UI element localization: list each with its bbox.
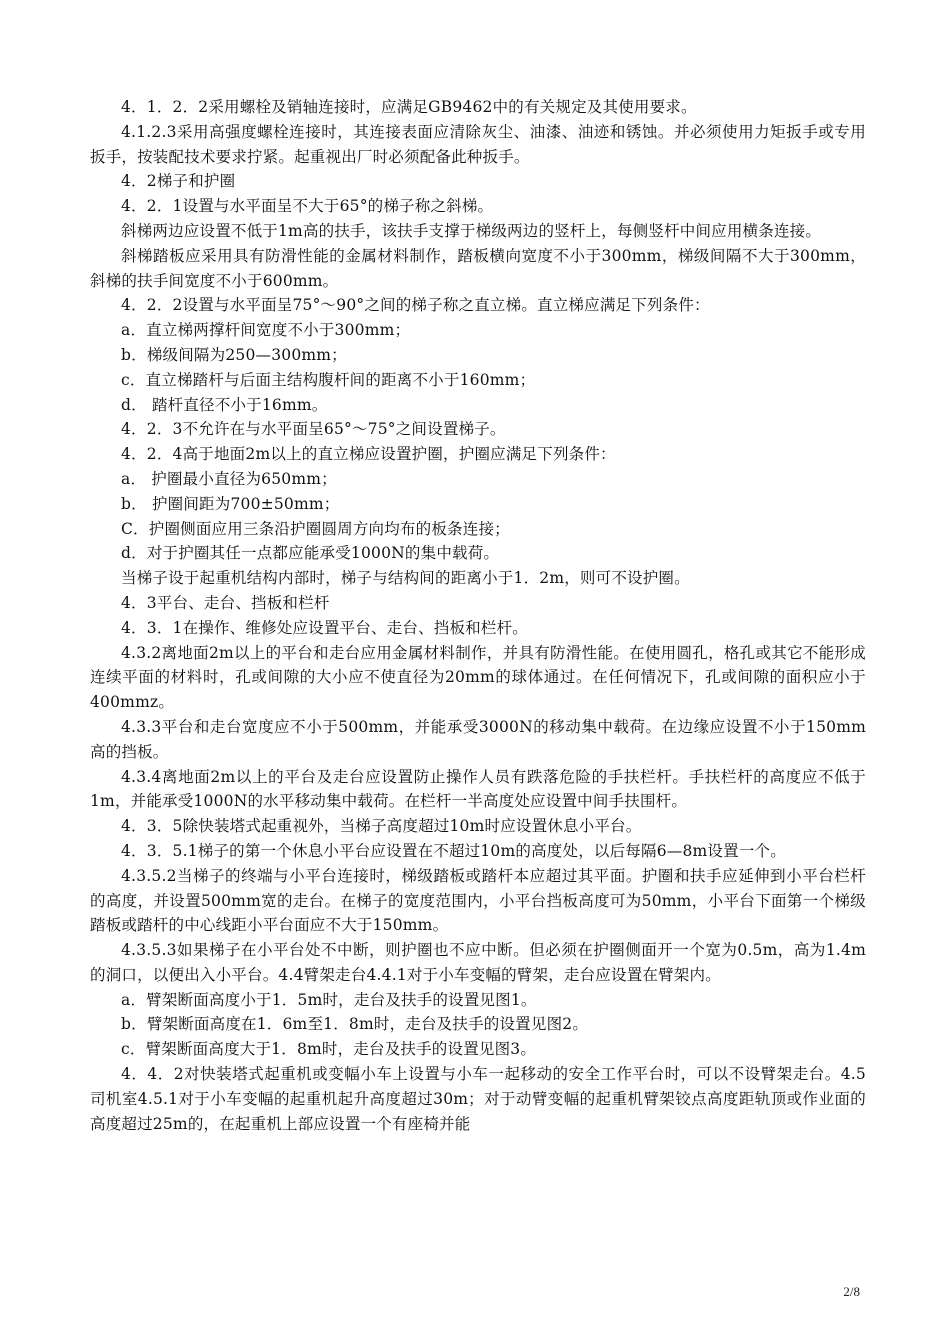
list-item-c: C．护圈侧面应用三条沿护圈圆周方向均布的板条连接； [121, 519, 510, 538]
list-item-c: c．臂架断面高度大于1．8m时，走台及扶手的设置见图3。 [121, 1040, 537, 1059]
paragraph-4-1-2-2: 4．1．2．2采用螺栓及销轴连接时，应满足GB9462中的有关规定及其使用要求。 [121, 98, 697, 116]
paragraph-4-3-3: 4.3.3平台和走台宽度应不小于500mm，并能承受3000N的移动集中载荷。在边缘应设置不小于150mm高的挡板。 [90, 717, 866, 761]
page-number: 2/8 [843, 1284, 860, 1299]
section-heading-4-3: 4．3平台、走台、挡板和栏杆 [121, 593, 330, 612]
list-item-a: a．直立梯两撑杆间宽度不小于300mm； [121, 321, 411, 340]
paragraph-4-2-1: 4．2．1设置与水平面呈不大于65°的梯子称之斜梯。 [121, 197, 494, 216]
document-body [90, 95, 866, 1136]
list-item-b: b． 护圈间距为700±50mm； [121, 494, 340, 513]
list-item-a: a．臂架断面高度小于1．5m时，走台及扶手的设置见图1。 [121, 990, 537, 1009]
paragraph-4-2-3: 4．2．3不允许在与水平面呈65°～75°之间设置梯子。 [121, 420, 506, 439]
list-item-b: b．臂架断面高度在1．6m至1．8m时，走台及扶手的设置见图2。 [121, 1015, 589, 1034]
list-item-d: d． 踏杆直径不小于16mm。 [121, 395, 328, 414]
paragraph-4-3-5-3: 4.3.5.3如果梯子在小平台处不中断，则护圈也不应中断。但必须在护圈侧面开一个宽为0.5m，高为1.4m的洞口，以便出入小平台。4.4臂架走台4.4.1对于小车变幅的臂架，走台应设置在臂架内。 [90, 941, 866, 984]
list-item-d: d．对于护圈其任一点都应能承受1000N的集中载荷。 [121, 544, 500, 563]
paragraph-4-4-2: 4．4．2对快装塔式起重机或变幅小车上设置与小车一起移动的安全工作平台时，可以不设臂架走台。4.5司机室4.5.1对于小车变幅的起重机起升高度超过30m；对于动臂变幅的起重机臂架铰点高度距轨顶或作业面的高度超过25m的，在起重机上部应设置一个有座椅并能 [90, 1065, 866, 1133]
section-heading-4-2: 4．2梯子和护圈 [121, 172, 236, 191]
paragraph-4-3-5-1: 4．3．5.1梯子的第一个休息小平台应设置在不超过10m的高度处，以后每隔6—8m设置一个。 [121, 841, 786, 860]
list-item-c: c．直立梯踏杆与后面主结构腹杆间的距离不小于160mm； [121, 370, 536, 389]
paragraph-handrail: 斜梯两边应设置不低于1m高的扶手，该扶手支撑于梯级两边的竖杆上，每侧竖杆中间应用横条连接。 [121, 221, 822, 240]
paragraph-tread: 斜梯踏板应采用具有防滑性能的金属材料制作，踏板横向宽度不小于300mm，梯级间隔不大于300mm，斜梯的扶手间宽度不小于600mm。 [90, 246, 866, 290]
paragraph-4-3-5-2: 4.3.5.2当梯子的终端与小平台连接时，梯级踏板或踏杆本应超过其平面。护圈和扶手应延伸到小平台栏杆的高度，并设置500mm宽的走台。在梯子的宽度范围内，小平台挡板高度可为50mm，小平台下面第一个梯级踏板或踏杆的中心线距小平台面应不大于150mm。 [90, 866, 866, 935]
list-item-a: a． 护圈最小直径为650mm； [121, 469, 337, 488]
paragraph-4-3-4: 4.3.4离地面2m以上的平台及走台应设置防止操作人员有跌落危险的手扶栏杆。手扶栏杆的高度应不低于1m，并能承受1000N的水平移动集中载荷。在栏杆一半高度处应设置中间手扶围杆。 [90, 767, 866, 811]
paragraph-4-3-5: 4．3．5除快装塔式起重视外，当梯子高度超过10m时应设置休息小平台。 [121, 817, 642, 836]
paragraph-4-2-2: 4．2．2设置与水平面呈75°～90°之间的梯子称之直立梯。直立梯应满足下列条件： [121, 296, 710, 315]
paragraph-4-1-2-3: 4.1.2.3采用高强度螺栓连接时，其连接表面应清除灰尘、油漆、油迹和锈蚀。并必须使用力矩扳手或专用扳手，按装配技术要求拧紧。起重视出厂时必须配备此种扳手。 [90, 122, 866, 166]
list-item-b: b．梯级间隔为250—300mm； [121, 345, 347, 364]
paragraph-4-3-1: 4．3．1在操作、维修处应设置平台、走台、挡板和栏杆。 [121, 618, 528, 637]
paragraph-no-guard: 当梯子设于起重机结构内部时，梯子与结构间的距离小于1．2m，则可不设护圈。 [121, 569, 690, 588]
paragraph-4-3-2: 4.3.2离地面2m以上的平台和走台应用金属材料制作，并具有防滑性能。在使用圆孔，格孔或其它不能形成连续平面的材料时，孔或间隙的大小应不使直径为20mm的球体通过。在任何情况下，孔或间隙的面积应小于400mmz。 [90, 643, 866, 712]
paragraph-4-2-4: 4．2．4高于地面2m以上的直立梯应设置护圈，护圈应满足下列条件： [121, 445, 616, 464]
